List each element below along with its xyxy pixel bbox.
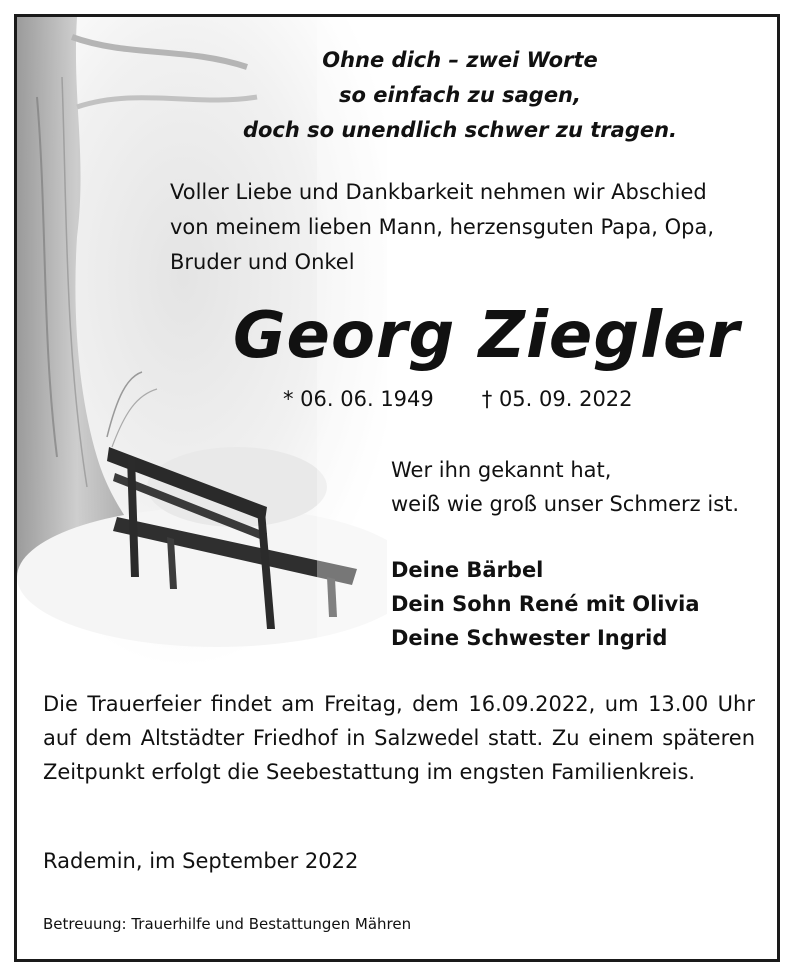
memorial-saying: [391, 453, 739, 521]
saying-line: Wer ihn gekannt hat,: [391, 458, 612, 482]
deceased-name: Georg Ziegler: [233, 299, 741, 373]
mourner-entry: Deine Schwester Ingrid: [391, 626, 668, 650]
intro-line: Bruder und Onkel: [170, 250, 355, 274]
funeral-announcement: Die Trauerfeier findet am Freitag, dem 16.09.2022, um 13.00 Uhr auf dem Altstädter Friedhof in Salzwedel statt. Zu einem späteren Zeitpunkt erfolgt die Seebestattung im engsten Familienkreis.: [43, 692, 755, 784]
poem-line: so einfach zu sagen,: [338, 83, 581, 107]
birth-date: * 06. 06. 1949: [283, 387, 434, 411]
saying-line: weiß wie groß unser Schmerz ist.: [391, 492, 740, 516]
farewell-intro: [170, 175, 770, 280]
poem-line: Ohne dich – zwei Worte: [322, 48, 598, 72]
mourner-entry: Dein Sohn René mit Olivia: [391, 592, 700, 616]
intro-line: Voller Liebe und Dankbarkeit nehmen wir Abschied: [170, 180, 707, 204]
poem-verse: [17, 43, 780, 148]
mourners-list: [391, 553, 700, 655]
obituary-frame: [14, 14, 780, 962]
poem-line: doch so unendlich schwer zu tragen.: [242, 118, 678, 142]
life-dates: [283, 387, 633, 411]
mourner-entry: Deine Bärbel: [391, 558, 544, 582]
death-date: † 05. 09. 2022: [481, 387, 633, 411]
funeral-service-credit: Betreuung: Trauerhilfe und Bestattungen Mähren: [43, 915, 412, 933]
intro-line: von meinem lieben Mann, herzensguten Papa, Opa,: [170, 215, 714, 239]
place-and-date: Rademin, im September 2022: [43, 849, 359, 873]
